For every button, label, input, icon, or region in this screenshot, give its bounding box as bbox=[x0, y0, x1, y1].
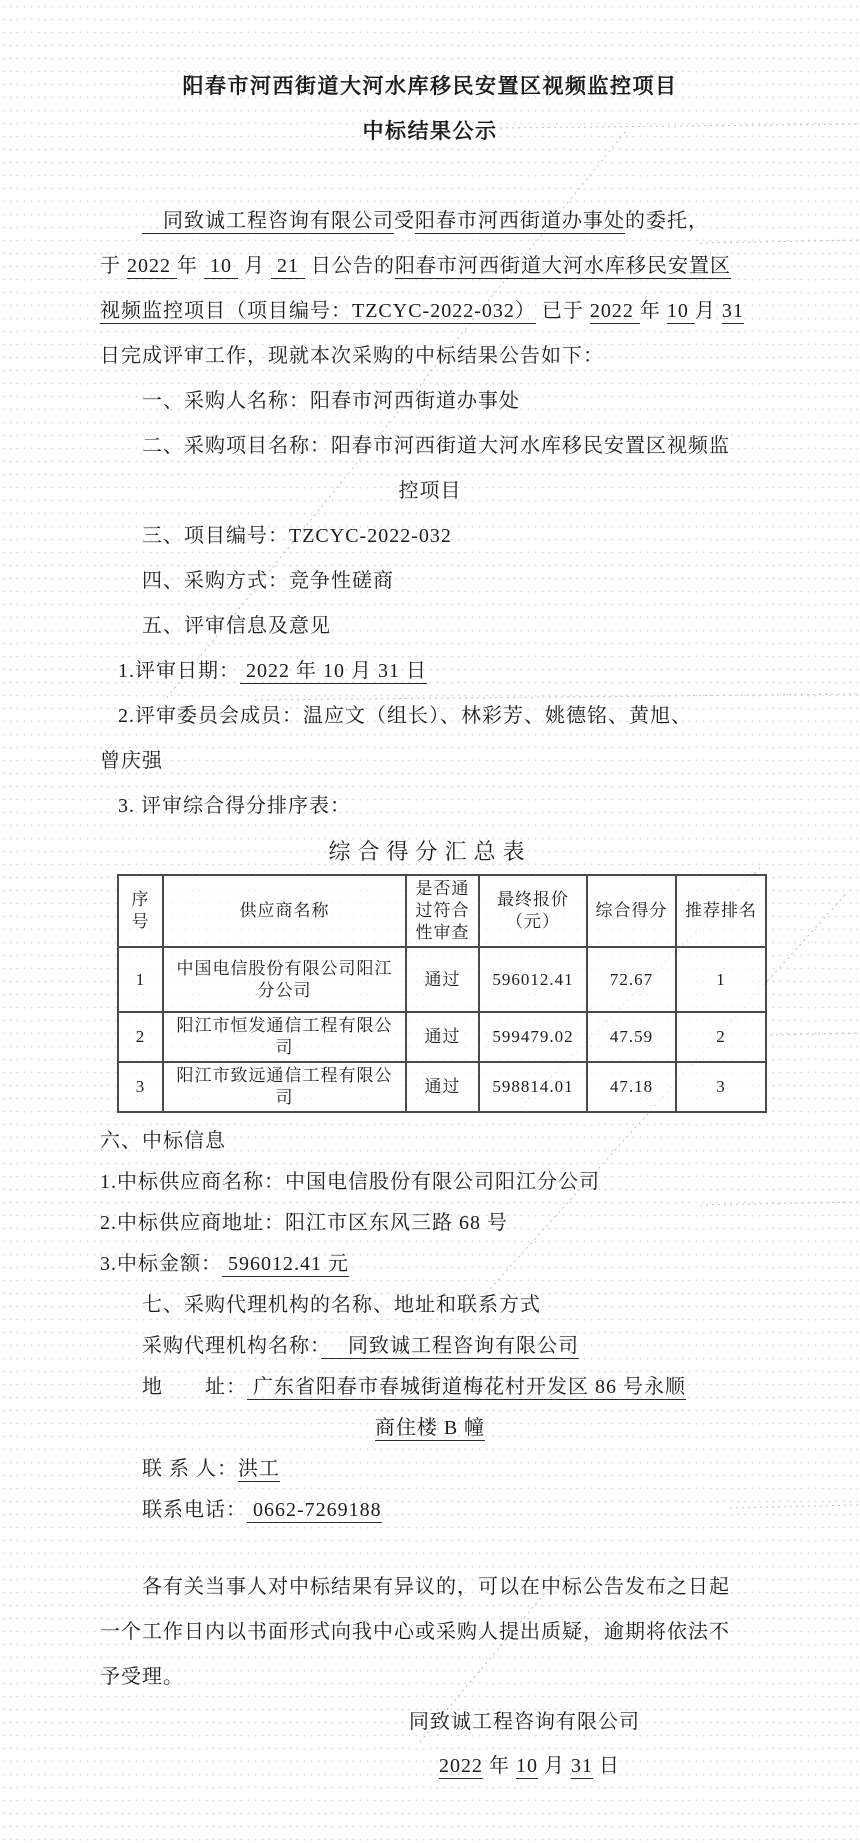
text-line bbox=[100, 1449, 760, 1490]
cell-supplier: 阳江市恒发通信工程有限公司 bbox=[163, 1012, 406, 1062]
text-line bbox=[100, 199, 760, 244]
cell-score: 47.18 bbox=[587, 1062, 676, 1112]
col-header-score: 综合得分 bbox=[587, 875, 676, 947]
text-line bbox=[100, 1285, 760, 1326]
underlined-text: 视频监控项目（项目编号：TZCYC-2022-032） bbox=[100, 300, 536, 322]
cell-score: 47.59 bbox=[587, 1012, 676, 1062]
text-segment: 六、中标信息 bbox=[100, 1130, 226, 1152]
text-segment: 2.中标供应商地址：阳江市区东风三路 68 号 bbox=[100, 1212, 508, 1234]
text-segment: 受 bbox=[394, 210, 415, 232]
text-line bbox=[100, 334, 760, 379]
underlined-text: 广东省阳春市春城街道梅花村开发区 86 号永顺 bbox=[247, 1376, 686, 1398]
text-line bbox=[100, 649, 760, 694]
underlined-text: 同致诚工程咨询有限公司 bbox=[163, 210, 394, 232]
text-line bbox=[100, 1744, 760, 1788]
text-line bbox=[100, 1610, 760, 1655]
text-line bbox=[100, 1326, 760, 1367]
cell-rank: 3 bbox=[676, 1062, 766, 1112]
text-line bbox=[100, 1408, 760, 1449]
underlined-text bbox=[142, 210, 163, 234]
cell-compliance: 通过 bbox=[406, 1012, 479, 1062]
text-segment: 的委托， bbox=[625, 210, 709, 232]
underlined-text: 21 bbox=[271, 255, 305, 277]
underlined-text: 2022 bbox=[439, 1755, 483, 1777]
col-header-compliance: 是否通过符合性审查 bbox=[406, 875, 479, 947]
text-segment: 一个工作日内以书面形式向我中心或采购人提出质疑，逾期将依法不 bbox=[100, 1621, 730, 1643]
text-line bbox=[100, 469, 760, 514]
cell-rank: 2 bbox=[676, 1012, 766, 1062]
text-segment: 七、采购代理机构的名称、地址和联系方式 bbox=[142, 1294, 541, 1316]
text-segment: 各有关当事人对中标结果有异议的，可以在中标公告发布之日起 bbox=[142, 1576, 730, 1598]
text-segment: 曾庆强 bbox=[100, 750, 163, 772]
text-line bbox=[100, 289, 760, 334]
underlined-text: 31 bbox=[721, 300, 744, 322]
text-segment: 3. 评审综合得分排序表： bbox=[118, 795, 351, 817]
text-line bbox=[100, 694, 760, 739]
underlined-text: 商住楼 B 幢 bbox=[374, 1417, 486, 1439]
text-segment: 一、采购人名称：阳春市河西街道办事处 bbox=[142, 390, 520, 412]
text-line bbox=[100, 1244, 760, 1285]
table-row bbox=[118, 947, 766, 1012]
text-line bbox=[100, 514, 760, 559]
text-segment: 日 bbox=[593, 1755, 620, 1777]
underlined-text: 同致诚工程咨询有限公司 bbox=[321, 1335, 579, 1357]
text-segment: 已于 bbox=[535, 300, 590, 322]
underlined-text: 10 bbox=[666, 300, 695, 322]
body-top-paragraphs bbox=[100, 199, 760, 829]
table-row bbox=[118, 1012, 766, 1062]
cell-supplier: 阳江市致远通信工程有限公司 bbox=[163, 1062, 406, 1112]
underlined-text: 2022 bbox=[127, 255, 177, 277]
text-line bbox=[100, 424, 760, 469]
underlined-text: 10 bbox=[204, 255, 238, 277]
col-header-rank: 推荐排名 bbox=[676, 875, 766, 947]
page-subtitle: 中标结果公示 bbox=[362, 119, 498, 143]
text-segment: 1.中标供应商名称：中国电信股份有限公司阳江分公司 bbox=[100, 1171, 600, 1193]
text-segment: 联系电话： bbox=[142, 1499, 247, 1521]
text-segment: 二、采购项目名称：阳春市河西街道大河水库移民安置区视频监 bbox=[142, 435, 730, 457]
document-content bbox=[0, 64, 860, 1788]
text-segment: 五、评审信息及意见 bbox=[142, 615, 331, 637]
text-line bbox=[100, 1700, 760, 1744]
text-line bbox=[100, 559, 760, 604]
text-segment: 采购代理机构名称： bbox=[142, 1335, 321, 1357]
text-line bbox=[100, 1162, 760, 1203]
cell-final-price: 599479.02 bbox=[479, 1012, 587, 1062]
cell-final-price: 598814.01 bbox=[479, 1062, 587, 1112]
text-line bbox=[100, 379, 760, 424]
text-line bbox=[100, 1367, 760, 1408]
text-segment: 2.评审委员会成员：温应文（组长）、林彩芳、姚德铭、黄旭、 bbox=[118, 705, 692, 727]
text-segment: 日完成评审工作，现就本次采购的中标结果公告如下： bbox=[100, 345, 604, 367]
table-title: 综合得分汇总表 bbox=[328, 839, 532, 864]
cell-rank: 1 bbox=[676, 947, 766, 1012]
text-segment: 控项目 bbox=[398, 480, 462, 502]
blank-line bbox=[100, 154, 760, 199]
underlined-text: 2022 年 10 月 31 日 bbox=[240, 660, 427, 682]
cell-seq: 3 bbox=[118, 1062, 163, 1112]
text-segment: 联 系 人： bbox=[142, 1458, 238, 1480]
cell-seq: 1 bbox=[118, 947, 163, 1012]
award-info-section bbox=[100, 1121, 760, 1531]
table-header-row bbox=[118, 875, 766, 947]
col-header-supplier: 供应商名称 bbox=[163, 875, 406, 947]
text-segment: 年 bbox=[639, 300, 667, 322]
text-segment: 予受理。 bbox=[100, 1666, 184, 1688]
col-header-seq: 序号 bbox=[118, 875, 163, 947]
text-segment: 年 bbox=[483, 1755, 516, 1777]
text-line bbox=[100, 1565, 760, 1610]
cell-compliance: 通过 bbox=[406, 1062, 479, 1112]
signature-block bbox=[100, 1700, 760, 1788]
underlined-text: 10 bbox=[516, 1755, 538, 1777]
page-title: 阳春市河西街道大河水库移民安置区视频监控项目 bbox=[182, 74, 678, 98]
text-line bbox=[100, 1490, 760, 1531]
text-segment: 月 bbox=[538, 1755, 571, 1777]
text-line bbox=[100, 604, 760, 649]
text-segment: 月 bbox=[238, 255, 271, 277]
score-summary-table bbox=[117, 874, 767, 1113]
text-segment: 同致诚工程咨询有限公司 bbox=[409, 1711, 640, 1733]
underlined-text: 阳春市河西街道办事处 bbox=[415, 210, 625, 232]
text-line bbox=[100, 1655, 760, 1700]
cell-final-price: 596012.41 bbox=[479, 947, 587, 1012]
text-segment: 年 bbox=[177, 255, 204, 277]
table-row bbox=[118, 1062, 766, 1112]
text-segment: 于 bbox=[100, 255, 127, 277]
underlined-text: 洪工 bbox=[238, 1458, 280, 1480]
text-segment: 日公告的 bbox=[305, 255, 395, 277]
underlined-text: 31 bbox=[571, 1755, 593, 1777]
cell-score: 72.67 bbox=[587, 947, 676, 1012]
text-segment: 地 址： bbox=[142, 1376, 247, 1398]
text-segment: 3.中标金额： bbox=[100, 1253, 222, 1275]
text-segment: 四、采购方式：竞争性磋商 bbox=[142, 570, 394, 592]
cell-supplier: 中国电信股份有限公司阳江分公司 bbox=[163, 947, 406, 1012]
text-line bbox=[100, 784, 760, 829]
underlined-text: 2022 bbox=[589, 300, 640, 322]
text-line bbox=[100, 739, 760, 784]
objection-notice bbox=[100, 1565, 760, 1700]
col-header-final-price: 最终报价（元） bbox=[479, 875, 587, 947]
underlined-text: 596012.41 元 bbox=[222, 1253, 349, 1275]
text-segment: 1.评审日期： bbox=[118, 660, 240, 682]
text-line bbox=[100, 1203, 760, 1244]
cell-compliance: 通过 bbox=[406, 947, 479, 1012]
underlined-text: 阳春市河西街道大河水库移民安置区 bbox=[395, 255, 731, 277]
text-segment: 三、项目编号：TZCYC-2022-032 bbox=[142, 525, 452, 547]
text-line bbox=[100, 1121, 760, 1162]
cell-seq: 2 bbox=[118, 1012, 163, 1062]
text-line bbox=[100, 244, 760, 289]
underlined-text: 0662-7269188 bbox=[247, 1499, 382, 1521]
text-segment: 月 bbox=[694, 300, 722, 322]
